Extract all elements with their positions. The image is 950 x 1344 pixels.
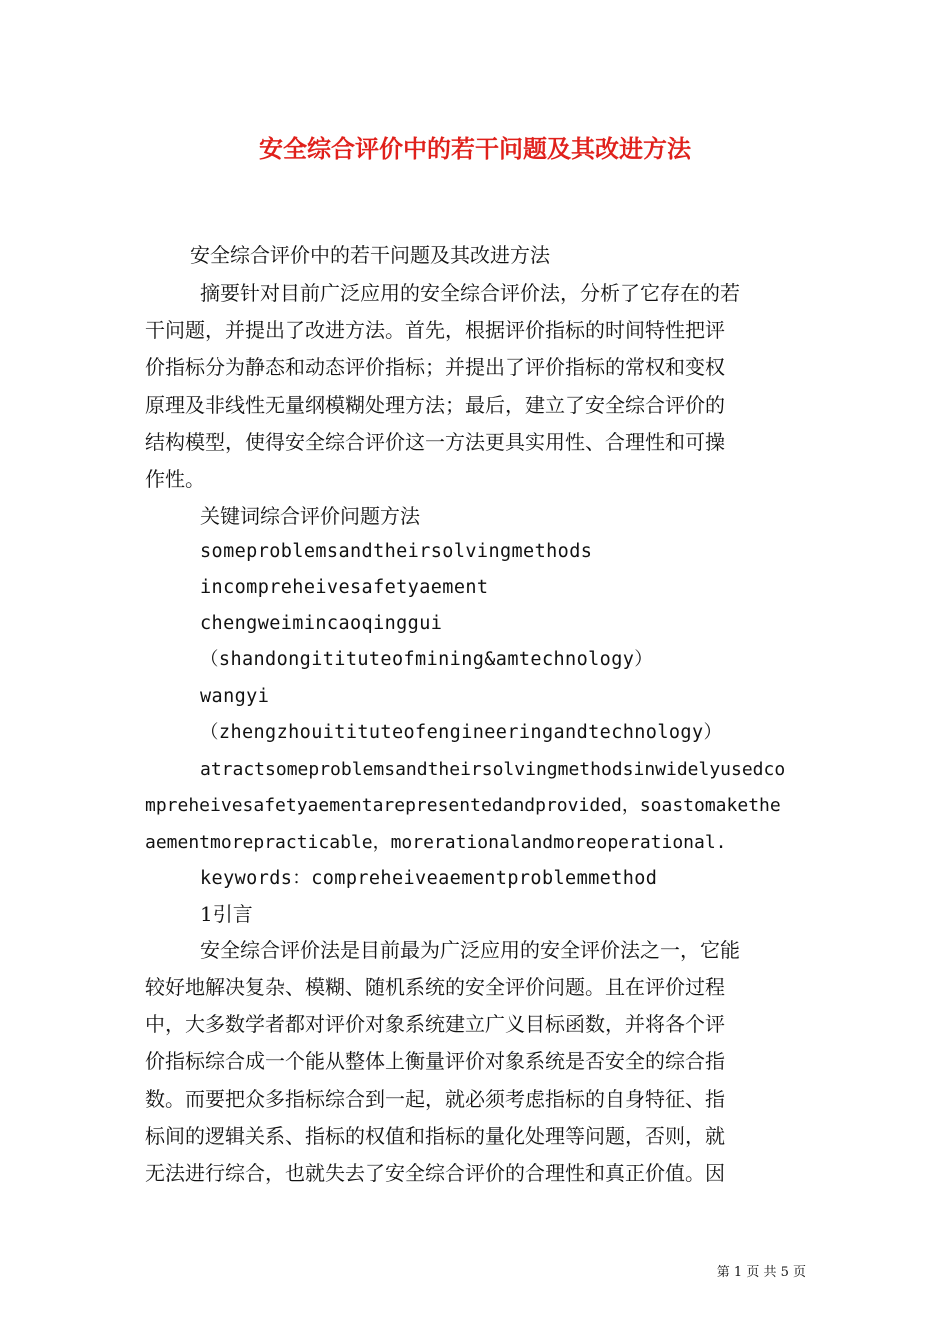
text-line-body-1: 安全综合评价法是目前最为广泛应用的安全评价法之一，它能 [200, 938, 740, 962]
text-line-authors-2: wangyi [200, 686, 270, 707]
text-line-keywords-cn: 关键词综合评价问题方法 [200, 504, 420, 528]
text-line-keywords-en: keywords：compreheiveaementproblemmethod [200, 868, 658, 889]
section-heading-intro: 1引言 [200, 902, 253, 926]
text-line-en-title-2: incompreheivesafetyaement [200, 577, 489, 598]
text-line-abstract-en-2: mpreheivesafetyaementarepresentedandprovided，soastomakethe [145, 795, 781, 816]
text-line-abstract-2: 干问题，并提出了改进方法。首先，根据评价指标的时间特性把评 [145, 318, 725, 342]
text-line-abstract-5: 结构模型，使得安全综合评价这一方法更具实用性、合理性和可操 [145, 430, 725, 454]
text-line-abstract-4: 原理及非线性无量纲模糊处理方法；最后，建立了安全综合评价的 [145, 393, 725, 417]
text-line-authors-1: chengweimincaoqinggui [200, 613, 443, 634]
document-title: 安全综合评价中的若干问题及其改进方法 [259, 134, 691, 163]
text-line-en-title-1: someproblemsandtheirsolvingmethods [200, 541, 593, 562]
text-line-abstract-6: 作性。 [145, 467, 205, 491]
text-line-body-2: 较好地解决复杂、模糊、随机系统的安全评价问题。且在评价过程 [145, 975, 725, 999]
text-line-body-5: 数。而要把众多指标综合到一起，就必须考虑指标的自身特征、指 [145, 1087, 725, 1111]
text-line-abstract-en-1: atractsomeproblemsandtheirsolvingmethodsinwidelyusedco [200, 759, 786, 780]
text-line-subtitle: 安全综合评价中的若干问题及其改进方法 [190, 243, 550, 267]
text-line-abstract-1: 摘要针对目前广泛应用的安全综合评价法，分析了它存在的若 [200, 281, 740, 305]
text-line-body-7: 无法进行综合，也就失去了安全综合评价的合理性和真正价值。因 [145, 1161, 725, 1185]
text-line-abstract-en-3: aementmorepracticable，morerationalandmoreoperational. [145, 832, 727, 853]
text-line-affiliation-1: （shandongitituteofmining&amtechnology） [200, 649, 654, 670]
text-line-affiliation-2: （zhengzhouitituteofengineeringandtechnology） [200, 722, 723, 743]
text-line-body-4: 价指标综合成一个能从整体上衡量评价对象系统是否安全的综合指 [145, 1049, 725, 1073]
text-line-body-3: 中，大多数学者都对评价对象系统建立广义目标函数，并将各个评 [145, 1012, 725, 1036]
text-line-body-6: 标间的逻辑关系、指标的权值和指标的量化处理等问题，否则，就 [145, 1124, 725, 1148]
text-line-abstract-3: 价指标分为静态和动态评价指标；并提出了评价指标的常权和变权 [145, 355, 725, 379]
page-number-footer: 第 1 页 共 5 页 [716, 1265, 806, 1280]
